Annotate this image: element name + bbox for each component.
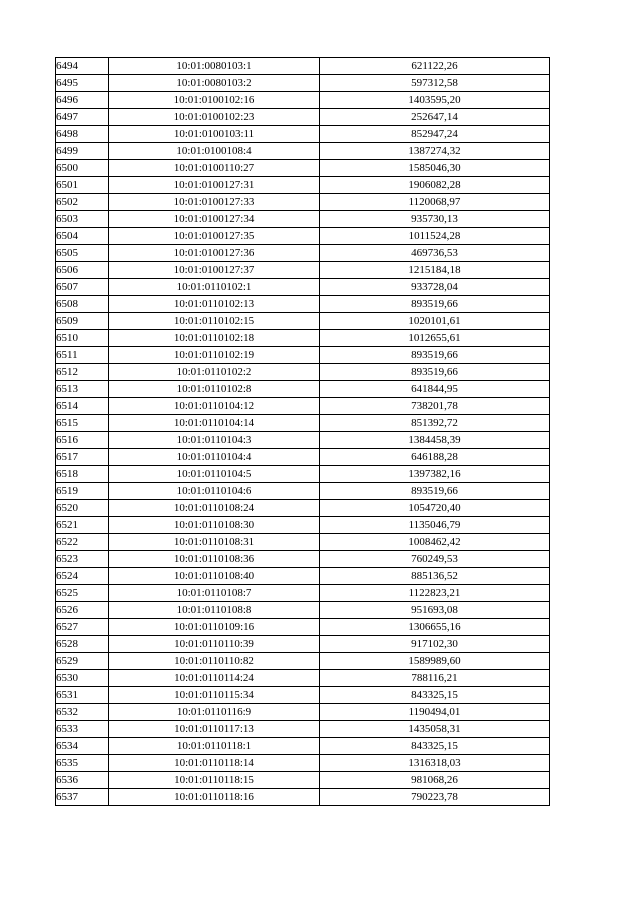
cadastral-number-cell: 10:01:0110104:14	[109, 415, 320, 432]
row-number-cell: 6510	[56, 330, 109, 347]
row-number-cell: 6526	[56, 602, 109, 619]
cadastral-number-cell: 10:01:0110115:34	[109, 687, 320, 704]
value-cell: 1120068,97	[320, 194, 550, 211]
value-cell: 1589989,60	[320, 653, 550, 670]
cadastral-number-cell: 10:01:0100127:33	[109, 194, 320, 211]
table-row	[56, 75, 550, 92]
table-row	[56, 58, 550, 75]
table-row	[56, 92, 550, 109]
value-cell: 893519,66	[320, 364, 550, 381]
row-number-cell: 6530	[56, 670, 109, 687]
table-row	[56, 772, 550, 789]
row-number-cell: 6533	[56, 721, 109, 738]
table-row	[56, 687, 550, 704]
row-number-cell: 6494	[56, 58, 109, 75]
cadastral-number-cell: 10:01:0110102:2	[109, 364, 320, 381]
row-number-cell: 6521	[56, 517, 109, 534]
row-number-cell: 6507	[56, 279, 109, 296]
row-number-cell: 6503	[56, 211, 109, 228]
cadastral-number-cell: 10:01:0110104:12	[109, 398, 320, 415]
value-cell: 843325,15	[320, 738, 550, 755]
row-number-cell: 6511	[56, 347, 109, 364]
value-cell: 1435058,31	[320, 721, 550, 738]
cadastral-number-cell: 10:01:0100127:37	[109, 262, 320, 279]
row-number-cell: 6497	[56, 109, 109, 126]
value-cell: 1384458,39	[320, 432, 550, 449]
cadastral-number-cell: 10:01:0100127:34	[109, 211, 320, 228]
table-row	[56, 415, 550, 432]
row-number-cell: 6515	[56, 415, 109, 432]
value-cell: 1190494,01	[320, 704, 550, 721]
value-cell: 788116,21	[320, 670, 550, 687]
table-row	[56, 585, 550, 602]
cadastral-number-cell: 10:01:0110109:16	[109, 619, 320, 636]
cadastral-number-cell: 10:01:0110102:13	[109, 296, 320, 313]
value-cell: 1012655,61	[320, 330, 550, 347]
cadastral-number-cell: 10:01:0100127:31	[109, 177, 320, 194]
table-row	[56, 398, 550, 415]
table-row	[56, 313, 550, 330]
table-row	[56, 670, 550, 687]
table-row	[56, 109, 550, 126]
cadastral-number-cell: 10:01:0110108:31	[109, 534, 320, 551]
table-row	[56, 296, 550, 313]
table-row	[56, 602, 550, 619]
cadastral-number-cell: 10:01:0110118:16	[109, 789, 320, 806]
row-number-cell: 6527	[56, 619, 109, 636]
value-cell: 1403595,20	[320, 92, 550, 109]
value-cell: 852947,24	[320, 126, 550, 143]
value-cell: 621122,26	[320, 58, 550, 75]
cadastral-number-cell: 10:01:0080103:1	[109, 58, 320, 75]
cadastral-number-cell: 10:01:0110104:3	[109, 432, 320, 449]
value-cell: 790223,78	[320, 789, 550, 806]
value-cell: 935730,13	[320, 211, 550, 228]
value-cell: 1122823,21	[320, 585, 550, 602]
value-cell: 1316318,03	[320, 755, 550, 772]
value-cell: 1020101,61	[320, 313, 550, 330]
table-row	[56, 500, 550, 517]
row-number-cell: 6506	[56, 262, 109, 279]
value-cell: 893519,66	[320, 347, 550, 364]
row-number-cell: 6508	[56, 296, 109, 313]
cadastral-number-cell: 10:01:0110104:5	[109, 466, 320, 483]
row-number-cell: 6519	[56, 483, 109, 500]
value-cell: 917102,30	[320, 636, 550, 653]
row-number-cell: 6501	[56, 177, 109, 194]
row-number-cell: 6513	[56, 381, 109, 398]
cadastral-number-cell: 10:01:0110117:13	[109, 721, 320, 738]
row-number-cell: 6535	[56, 755, 109, 772]
row-number-cell: 6520	[56, 500, 109, 517]
row-number-cell: 6524	[56, 568, 109, 585]
table-row	[56, 347, 550, 364]
table-row	[56, 568, 550, 585]
row-number-cell: 6525	[56, 585, 109, 602]
cadastral-number-cell: 10:01:0110108:36	[109, 551, 320, 568]
table-row	[56, 432, 550, 449]
value-cell: 252647,14	[320, 109, 550, 126]
table-row	[56, 483, 550, 500]
value-cell: 1306655,16	[320, 619, 550, 636]
cadastral-number-cell: 10:01:0110104:6	[109, 483, 320, 500]
cadastral-number-cell: 10:01:0110102:18	[109, 330, 320, 347]
cadastral-number-cell: 10:01:0110108:40	[109, 568, 320, 585]
value-cell: 1387274,32	[320, 143, 550, 160]
table-row	[56, 228, 550, 245]
row-number-cell: 6532	[56, 704, 109, 721]
cadastral-number-cell: 10:01:0110118:14	[109, 755, 320, 772]
row-number-cell: 6495	[56, 75, 109, 92]
table-row	[56, 619, 550, 636]
value-cell: 1215184,18	[320, 262, 550, 279]
cadastral-number-cell: 10:01:0110108:7	[109, 585, 320, 602]
row-number-cell: 6517	[56, 449, 109, 466]
row-number-cell: 6512	[56, 364, 109, 381]
table-row	[56, 126, 550, 143]
value-cell: 851392,72	[320, 415, 550, 432]
row-number-cell: 6534	[56, 738, 109, 755]
table-row	[56, 245, 550, 262]
table-row	[56, 534, 550, 551]
table-row	[56, 143, 550, 160]
table-row	[56, 721, 550, 738]
table-row	[56, 517, 550, 534]
table-row	[56, 177, 550, 194]
cadastral-number-cell: 10:01:0100127:36	[109, 245, 320, 262]
row-number-cell: 6502	[56, 194, 109, 211]
table-row	[56, 449, 550, 466]
cadastral-number-cell: 10:01:0110102:15	[109, 313, 320, 330]
row-number-cell: 6500	[56, 160, 109, 177]
row-number-cell: 6499	[56, 143, 109, 160]
row-number-cell: 6528	[56, 636, 109, 653]
cadastral-number-cell: 10:01:0100127:35	[109, 228, 320, 245]
cadastral-number-cell: 10:01:0110102:1	[109, 279, 320, 296]
cadastral-number-cell: 10:01:0080103:2	[109, 75, 320, 92]
value-cell: 981068,26	[320, 772, 550, 789]
row-number-cell: 6537	[56, 789, 109, 806]
cadastral-number-cell: 10:01:0110118:15	[109, 772, 320, 789]
row-number-cell: 6509	[56, 313, 109, 330]
row-number-cell: 6498	[56, 126, 109, 143]
table-row	[56, 381, 550, 398]
table-row	[56, 194, 550, 211]
value-cell: 1011524,28	[320, 228, 550, 245]
value-cell: 641844,95	[320, 381, 550, 398]
value-cell: 1906082,28	[320, 177, 550, 194]
cadastral-number-cell: 10:01:0110110:82	[109, 653, 320, 670]
row-number-cell: 6516	[56, 432, 109, 449]
table-row	[56, 330, 550, 347]
value-cell: 951693,08	[320, 602, 550, 619]
table-row	[56, 262, 550, 279]
cadastral-number-cell: 10:01:0110118:1	[109, 738, 320, 755]
value-cell: 469736,53	[320, 245, 550, 262]
cadastral-number-cell: 10:01:0110110:39	[109, 636, 320, 653]
row-number-cell: 6531	[56, 687, 109, 704]
value-cell: 885136,52	[320, 568, 550, 585]
value-cell: 738201,78	[320, 398, 550, 415]
cadastral-number-cell: 10:01:0110108:24	[109, 500, 320, 517]
cadastral-number-cell: 10:01:0110116:9	[109, 704, 320, 721]
row-number-cell: 6522	[56, 534, 109, 551]
value-cell: 597312,58	[320, 75, 550, 92]
table-row	[56, 789, 550, 806]
value-cell: 933728,04	[320, 279, 550, 296]
value-cell: 760249,53	[320, 551, 550, 568]
cadastral-number-cell: 10:01:0110102:8	[109, 381, 320, 398]
row-number-cell: 6523	[56, 551, 109, 568]
cadastral-number-cell: 10:01:0100108:4	[109, 143, 320, 160]
cadastral-number-cell: 10:01:0110104:4	[109, 449, 320, 466]
row-number-cell: 6536	[56, 772, 109, 789]
cadastral-number-cell: 10:01:0110108:30	[109, 517, 320, 534]
value-cell: 1585046,30	[320, 160, 550, 177]
table-row	[56, 279, 550, 296]
row-number-cell: 6514	[56, 398, 109, 415]
value-cell: 893519,66	[320, 483, 550, 500]
table-row	[56, 364, 550, 381]
cadastral-value-table	[55, 57, 550, 806]
table-row	[56, 551, 550, 568]
cadastral-number-cell: 10:01:0110102:19	[109, 347, 320, 364]
table-row	[56, 636, 550, 653]
cadastral-number-cell: 10:01:0100103:11	[109, 126, 320, 143]
table-row	[56, 466, 550, 483]
value-cell: 1135046,79	[320, 517, 550, 534]
table-row	[56, 653, 550, 670]
value-cell: 1054720,40	[320, 500, 550, 517]
value-cell: 1008462,42	[320, 534, 550, 551]
cadastral-number-cell: 10:01:0110108:8	[109, 602, 320, 619]
table-row	[56, 704, 550, 721]
value-cell: 646188,28	[320, 449, 550, 466]
row-number-cell: 6529	[56, 653, 109, 670]
row-number-cell: 6496	[56, 92, 109, 109]
value-cell: 1397382,16	[320, 466, 550, 483]
table-row	[56, 211, 550, 228]
cadastral-number-cell: 10:01:0100102:23	[109, 109, 320, 126]
table-body	[56, 58, 550, 806]
value-cell: 843325,15	[320, 687, 550, 704]
cadastral-number-cell: 10:01:0100110:27	[109, 160, 320, 177]
value-cell: 893519,66	[320, 296, 550, 313]
table-row	[56, 755, 550, 772]
row-number-cell: 6505	[56, 245, 109, 262]
cadastral-number-cell: 10:01:0100102:16	[109, 92, 320, 109]
table-row	[56, 738, 550, 755]
cadastral-number-cell: 10:01:0110114:24	[109, 670, 320, 687]
row-number-cell: 6518	[56, 466, 109, 483]
table-row	[56, 160, 550, 177]
row-number-cell: 6504	[56, 228, 109, 245]
